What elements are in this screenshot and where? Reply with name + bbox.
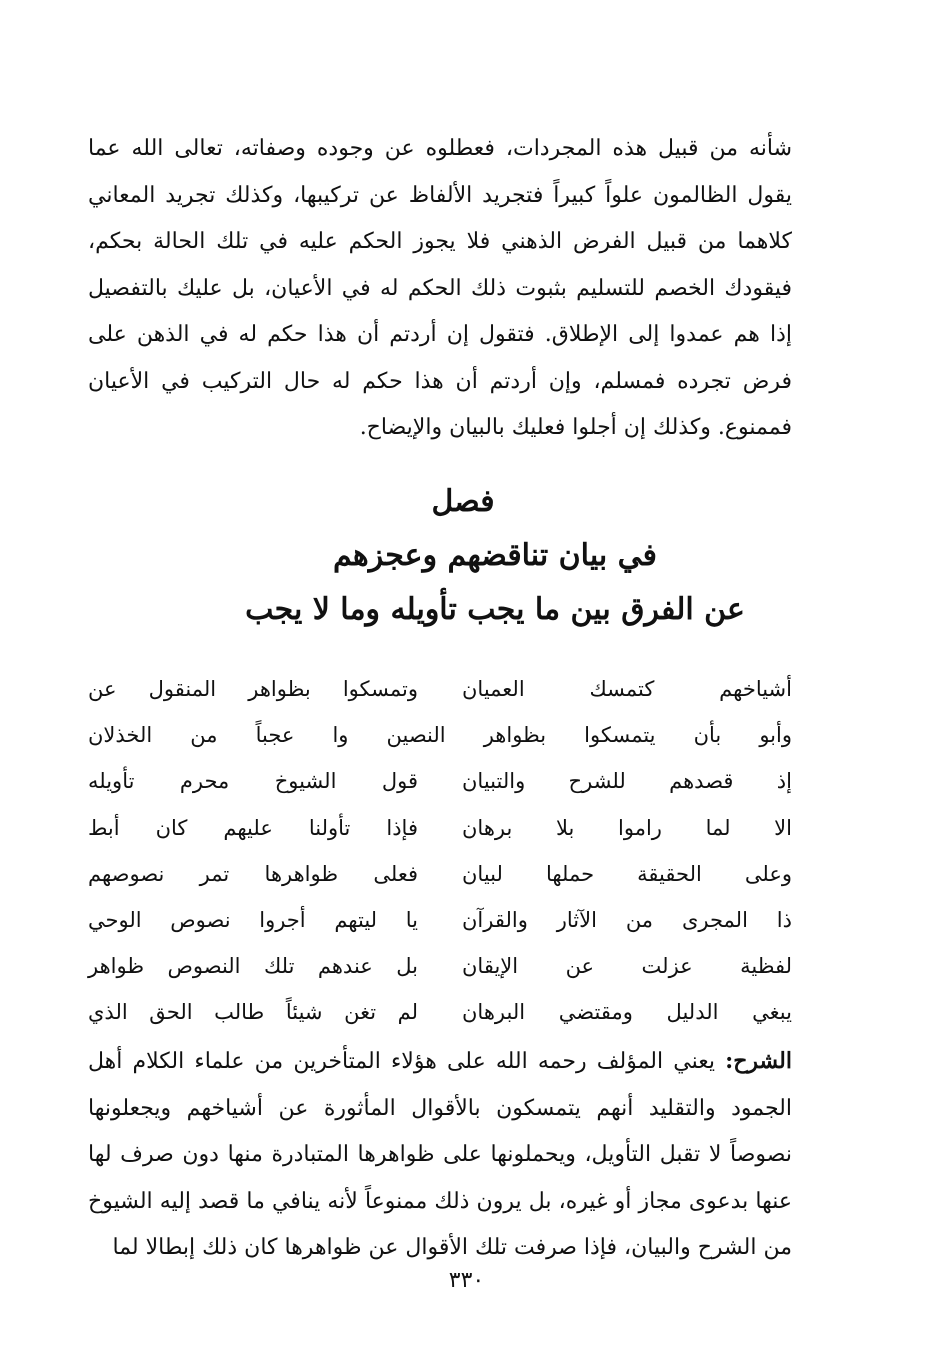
commentary-text: يعني المؤلف رحمه الله على هؤلاء المتأخرين من علماء الكلام أهل الجمود والتقليد أنهم يتمسكون بالأقوال المأثورة عن أشياخهم ويجعلونها نصوصاً لا تقبل التأويل، ويحملونها على ظواهرها المتبادرة منها دون صرف لها عنها بدعوى مجاز أو غيره، بل يرون ذلك ممنوعاً لأنه ينافي ما قصد إليه الشيوخ من الشرح والبيان، فإذا صرفت تلك الأقوال عن ظواهرها كان ذلك إبطالا لما [88,1049,792,1260]
verse [88,666,792,712]
commentary-label: الشرح: [725,1048,792,1074]
paragraph-text: شأنه من قبيل هذه المجردات، فعطلوه عن وجوده وصفاته، تعالى الله عما يقول الظالمون علواً كبيراً فتجريد الألفاظ عن تركيبها، وكذلك تجريد المعاني كلاهما من قبيل الفرض الذهني فلا يجوز الحكم عليه في تلك الحالة بحكم، فيقودك الخصم للتسليم بثبوت ذلك الحكم له في الأعيان، بل عليك بالتفصيل إذا هم عمدوا إلى الإطلاق. فتقول إن أردتم أن هذا حكم له في الذهن على فرض تجرده فمسلم، وإن أردتم أن هذا حكم له حال التركيب في الأعيان فممنوع. وكذلك إن أجلوا فعليك بالبيان والإيضاح. [88,136,792,440]
verse [88,758,792,804]
verse [88,805,792,851]
verse [88,943,792,989]
section-subtitle-line1: في بيان تناقضهم وعجزهم [332,538,658,573]
verse-second-hemistich: أشياخهم كتمسك العميان [462,677,792,701]
verse-first-hemistich: فإذا تأولنا عليهم كان أبط [88,815,418,840]
verse [88,897,792,943]
commentary-body [88,1038,792,1272]
verse-first-hemistich: يا ليتهم أجروا نصوص الوحي [88,907,418,932]
verse-first-hemistich: بل عندهم تلك النصوص ظواهر [88,954,418,979]
verse-full-line: وأبو بأن يتمسكوا بظواهر النصين وا عجباً من الخذلان [88,723,792,748]
commentary-paragraph [88,1038,792,1272]
verse [88,712,792,758]
verse-second-hemistich: لفظية عزلت عن الإيقان [462,954,792,979]
verse-second-hemistich: ذا المجرى من الآثار والقرآن [462,907,792,932]
verse-second-hemistich: الا لما راموا بلا برهان [462,815,792,840]
verse-first-hemistich: وتمسكوا بظواهر المنقول عن [88,677,418,701]
verse-first-hemistich: قول الشيوخ محرم تأويله [88,769,418,794]
verse-second-hemistich: وعلى الحقيقة حملها لبيان [462,861,792,886]
verse-first-hemistich: لم تغن شيئاً طالب الحق الذي [88,1000,418,1025]
section-subtitle-line2: عن الفرق بين ما يجب تأويله وما لا يجب [245,592,745,627]
page-number: ٣٣٠ [448,1268,485,1293]
verse-second-hemistich: إذ قصدهم للشرح والتبيان [462,769,792,794]
opening-paragraph [88,126,792,452]
verse [88,851,792,897]
poem-verses [88,666,792,1036]
verse [88,989,792,1035]
verse-first-hemistich: فعلى ظواهرها تمر نصوصهم [88,861,418,886]
section-heading: فصل [431,484,495,519]
verse-second-hemistich: يبغي الدليل ومقتضي البرهان [462,1000,792,1025]
